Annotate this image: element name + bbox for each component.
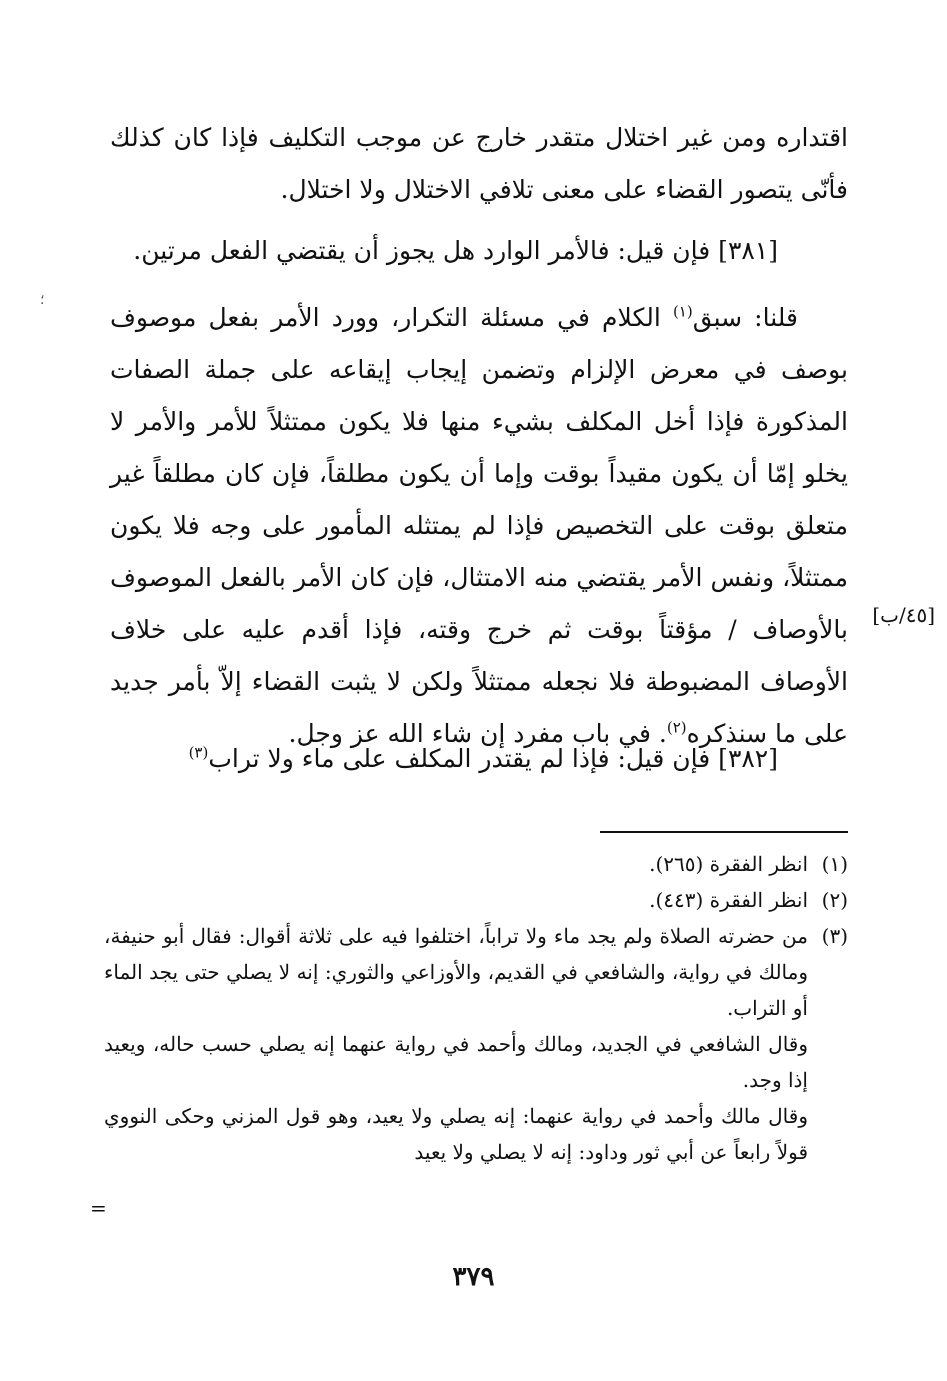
paragraph-answer bbox=[110, 292, 848, 760]
footnote-2 bbox=[104, 882, 848, 918]
manuscript-folio-marker: [٤٥/ب] bbox=[872, 603, 935, 627]
paragraph-381: [٣٨١] فإن قيل: فالأمر الوارد هل يجوز أن يقتضي الفعل مرتين. bbox=[133, 236, 778, 265]
paragraph-1: اقتداره ومن غير اختلال متقدر خارج عن موجب التكليف فإذا كان كذلك فأنّى يتصور القضاء على معنى تلافي الاختلال ولا اختلال. bbox=[110, 123, 848, 204]
stray-mark: ؛ bbox=[40, 292, 45, 308]
footnote-text: انظر الفقرة (٢٦٥). bbox=[649, 852, 808, 876]
footnote-3-continuation-1: وقال الشافعي في الجديد، ومالك وأحمد في رواية عنهما إنه يصلي حسب حاله، ويعيد إذا وجد. bbox=[104, 1032, 809, 1092]
footnote-text: من حضرته الصلاة ولم يجد ماء ولا تراباً، اختلفوا فيه على ثلاثة أقوال: فقال أبو حنيفة، ومالك في رواية، والشافعي في القديم، والأوزاعي والثوري: إنه لا يصلي حتى يجد الماء أو التراب. bbox=[104, 924, 808, 1020]
footnote-number: (٣) bbox=[821, 924, 848, 948]
footnote-separator bbox=[600, 831, 848, 833]
continuation-mark: = bbox=[90, 1196, 107, 1220]
answer-text-end: . في باب مفرد إن شاء الله عز وجل. bbox=[288, 719, 667, 748]
paragraph-382 bbox=[110, 733, 848, 785]
answer-text-start: قلنا: سبق bbox=[692, 303, 798, 332]
page-number: ٣٧٩ bbox=[452, 1262, 495, 1292]
footnote-ref-2: (٢) bbox=[666, 718, 687, 737]
footnote-text: انظر الفقرة (٤٤٣). bbox=[649, 888, 808, 912]
footnote-number: (٢) bbox=[821, 888, 848, 912]
footnotes-section bbox=[104, 846, 848, 1170]
footnote-ref-1: (١) bbox=[672, 302, 693, 321]
footnote-3-continuation-2: وقال مالك وأحمد في رواية عنهما: إنه يصلي ولا يعيد، وهو قول المزني وحكى النووي قولاً رابعاً عن أبي ثور وداود: إنه لا يصلي ولا يعيد bbox=[104, 1104, 808, 1164]
footnote-ref-3: (٣) bbox=[188, 743, 209, 762]
answer-text-main: الكلام في مسئلة التكرار، وورد الأمر بفعل موصوف بوصف في معرض الإلزام وتضمن إيجاب إيقاعه على جملة الصفات المذكورة فإذا أخل المكلف بشيء منها فلا يكون ممتثلاً للأمر والأمر لا يخلو إمّا أن يكون مقيداً بوقت وإما أن يكون مطلقاً، فإن كان مطلقاً غير متعلق بوقت على التخصيص فإذا لم يمتثله المأمور على وجه فلا يكون ممتثلاً، ونفس الأمر يقتضي منه الامتثال، فإن كان الأمر بالفعل الموصوف بالأوصاف / مؤقتاً بوقت ثم خرج وقته، فإذا أقدم عليه على خلاف الأوصاف المضبوطة فلا نجعله ممتثلاً ولكن لا يثبت القضاء إلاّ بأمر جديد على ما سنذكره bbox=[110, 303, 848, 748]
footnote-1 bbox=[104, 846, 848, 882]
footnote-3 bbox=[104, 918, 848, 1026]
footnote-number: (١) bbox=[821, 852, 848, 876]
paragraph-382-text: [٣٨٢] فإن قيل: فإذا لم يقتدر المكلف على ماء ولا تراب bbox=[208, 744, 778, 773]
